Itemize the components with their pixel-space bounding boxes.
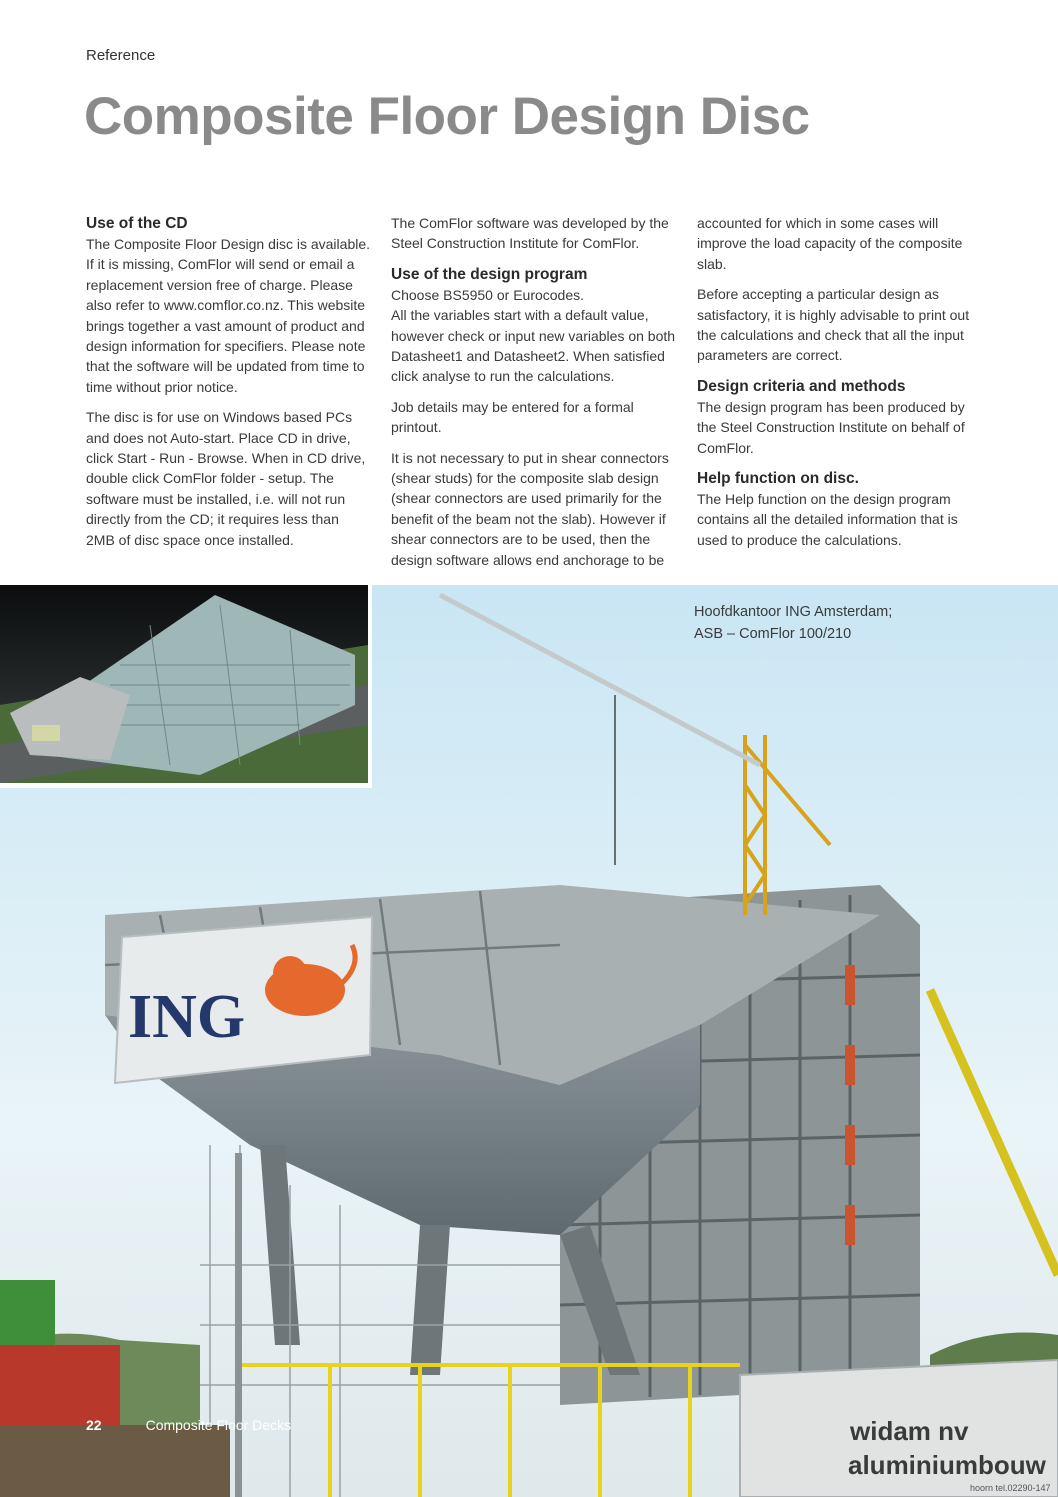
paragraph: The ComFlor software was developed by the Steel Construction Institute for ComFlor. bbox=[391, 215, 669, 252]
paragraph: The Composite Floor Design disc is available. If it is missing, ComFlor will send or email a replacement version free of charge. Please also refer to www.comflor.co.nz. This website brings together a vast amount of product and design information for specifiers. Please note that the software will be updated from time to time without prior notice. bbox=[86, 236, 371, 395]
paragraph: It is not necessary to put in shear connectors (shear studs) for the composite slab design (shear connectors are used primarily for the benefit of the beam not the slab). However if shear connectors are to be used, then the design software allows end anchorage to be bbox=[391, 449, 669, 568]
paragraph: accounted for which in some cases will improve the load capacity of the composite slab. bbox=[697, 215, 963, 272]
sign-line-3: hoorn tel.02290-147 bbox=[970, 1483, 1051, 1493]
heading-use-of-cd: Use of the CD bbox=[86, 215, 188, 232]
page-title: Composite Floor Design Disc bbox=[84, 87, 810, 146]
paragraph: Choose BS5950 or Eurocodes. bbox=[391, 286, 585, 303]
inset-rendering bbox=[0, 585, 372, 788]
page-number: 22 bbox=[86, 1417, 102, 1433]
banner-text: ING bbox=[128, 983, 246, 1051]
paragraph: The Help function on the design program contains all the detailed information that is used to produce the calculations. bbox=[697, 491, 958, 548]
column-2 bbox=[391, 213, 676, 580]
caption-line-2: ASB – ComFlor 100/210 bbox=[694, 626, 852, 642]
heading-help-function: Help function on disc. bbox=[697, 470, 859, 488]
building-rendering-image bbox=[0, 585, 368, 783]
paragraph: All the variables start with a default value, however check or input new variables on both Datasheet1 and Datasheet2. When satisfied click analyse to run the calculations. bbox=[391, 307, 676, 385]
column-3 bbox=[697, 213, 982, 560]
heading-design-criteria: Design criteria and methods bbox=[697, 377, 906, 395]
paragraph: The disc is for use on Windows based PCs and does not Auto-start. Place CD in drive, click Start - Run - Browse. When in CD drive, double click ComFlor folder - setup. The software must be installed, i.e. will not run directly from the CD; it requires less than 2MB of disc space once installed. bbox=[86, 409, 366, 548]
sign-line-2: aluminiumbouw bbox=[848, 1450, 1046, 1480]
paragraph: Before accepting a particular design as satisfactory, it is highly advisable to print out the calculations and check that all the input parameters are correct. bbox=[697, 286, 970, 364]
paragraph: The design program has been produced by the Steel Construction Institute on behalf of ComFlor. bbox=[697, 398, 965, 456]
footer-title: Composite Floor Decks bbox=[145, 1417, 292, 1433]
photo-caption bbox=[694, 601, 892, 645]
caption-line-1: Hoofdkantoor ING Amsterdam; bbox=[694, 604, 893, 620]
column-1 bbox=[86, 213, 371, 560]
section-label: Reference bbox=[86, 47, 156, 64]
heading-use-of-design-program: Use of the design program bbox=[391, 265, 588, 283]
paragraph: Job details may be entered for a formal printout. bbox=[391, 398, 634, 436]
page-footer bbox=[86, 1417, 291, 1433]
sign-line-1: widam nv bbox=[850, 1416, 969, 1446]
